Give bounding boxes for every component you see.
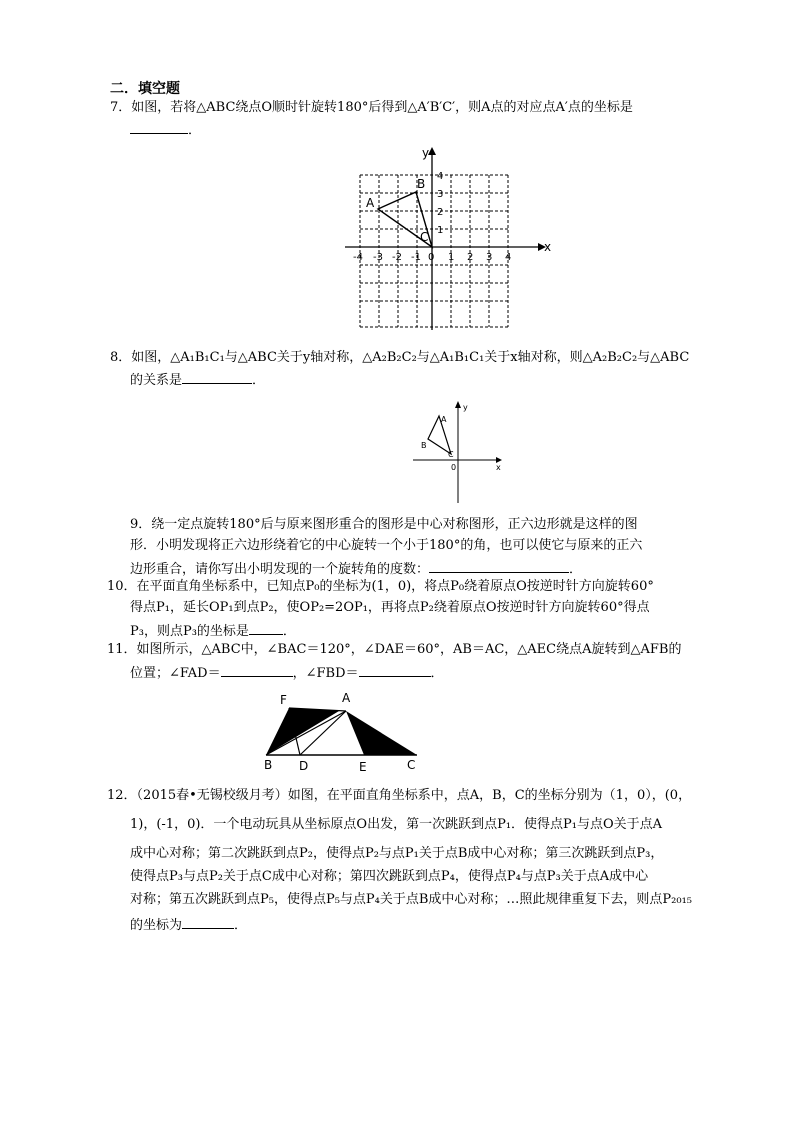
q8-figure	[408, 398, 508, 512]
q12-answer-blank[interactable]	[182, 914, 234, 929]
q7-point-c-label: C	[420, 230, 429, 244]
q8-triangle-abc	[428, 416, 451, 454]
q11-point-f-label: F	[280, 693, 287, 707]
q11-line-2: 位置；∠FAD＝ ，∠FBD＝ ．	[130, 662, 444, 683]
q11-point-e-label: E	[359, 760, 367, 774]
q12-line-1: 12．（2015春•无锡校级月考）如图，在平面直角坐标系中，点A，B，C的坐标分别为（1，0），(0，	[107, 788, 692, 803]
q8-point-a-label: A	[441, 415, 447, 424]
q11-triangle-aec	[346, 711, 417, 755]
q7-y-arrow-icon	[428, 147, 436, 155]
q7-y-tick: 1	[437, 225, 444, 236]
q7-grid	[360, 175, 508, 327]
q9-line-1: 9．绕一定点旋转180°后与原来图形重合的图形是中心对称图形，正六边形就是这样的图	[130, 517, 638, 532]
q7-x-label: x	[544, 240, 552, 254]
q7-line-1: 7．如图，若将△ABC绕点O顺时针旋转180°后得到△A′B′C′，则A点的对应点A′点的坐标是	[110, 100, 633, 115]
q11-figure	[258, 688, 428, 784]
q7-answer-blank[interactable]	[130, 119, 188, 134]
q7-x-tick: -1	[411, 252, 421, 263]
q8-y-label: y	[463, 403, 468, 412]
section-title: 二．填空题	[110, 81, 180, 97]
q11-point-b-label: B	[264, 758, 273, 772]
q12-line-4: 使得点P₃与点P₂关于点C成中心对称；第四次跳跃到点P₄，使得点P₄与点P₃关于点A成中心	[130, 869, 649, 884]
q12-line-5: 对称；第五次跳跃到点P₅，使得点P₅与点P₄关于点B成中心对称；…照此规律重复下去，则点P₂₀₁₅	[130, 892, 693, 907]
q7-x-tick: 4	[505, 252, 512, 263]
q12-line-2: 1)，(-1，0)．一个电动玩具从坐标原点O出发，第一次跳跃到点P₁．使得点P₁与点O关于点A	[130, 817, 663, 832]
q7-x-tick: 1	[448, 252, 455, 263]
q7-point-b-label: B	[417, 177, 426, 191]
q10-answer-blank[interactable]	[249, 620, 283, 635]
q8-x-label: x	[496, 463, 501, 472]
q10-line-1: 10．在平面直角坐标系中，已知点P₀的坐标为(1，0)，将点P₀绕着原点O按逆时针方向旋转60°	[107, 579, 654, 594]
q11-point-c-label: C	[407, 758, 416, 772]
q8-origin-label: 0	[451, 463, 457, 472]
q7-x-tick: -2	[392, 252, 402, 263]
q11-line-1: 11．如图所示，△ABC中，∠BAC＝120°，∠DAE＝60°，AB＝AC，△AEC绕点A旋转到△AFB的	[107, 642, 682, 657]
q9-line-3: 边形重合，请你写出小明发现的一个旋转角的度数： ．	[130, 558, 582, 579]
q12-line-3: 成中心对称；第二次跳跃到点P₂，使得点P₂与点P₁关于点B成中心对称；第三次跳跃到点P₃，	[130, 846, 664, 861]
q7-y-label: y	[422, 146, 430, 160]
q9-line-2: 形．小明发现将正六边形绕着它的中心旋转一个小于180°的角，也可以使它与原来的正六	[130, 538, 643, 553]
q8-line-1: 8．如图，△A₁B₁C₁与△ABC关于y轴对称，△A₂B₂C₂与△A₁B₁C₁关于x轴对称，则△A₂B₂C₂与△ABC	[110, 350, 690, 365]
q8-answer-blank[interactable]	[182, 369, 252, 384]
q7-y-tick: 4	[437, 171, 444, 182]
q7-x-tick: -3	[373, 252, 383, 263]
q7-y-tick: 3	[437, 189, 444, 200]
q11-point-a-label: A	[342, 691, 351, 705]
q8-point-b-label: B	[421, 441, 427, 450]
q11-point-d-label: D	[299, 759, 309, 773]
q7-y-tick: 2	[437, 207, 444, 218]
q7-x-tick: 0	[428, 252, 435, 263]
q8-line-2: 的关系是 ．	[130, 369, 265, 390]
q11-fbd-blank[interactable]	[359, 662, 431, 677]
q7-line-2: ．	[130, 119, 201, 140]
q7-figure	[340, 145, 555, 339]
q10-line-2: 得点P₁，延长OP₁到点P₂，使OP₂=2OP₁，再将点P₂绕着原点O按逆时针方向旋转60°得点	[130, 600, 650, 615]
q11-fad-blank[interactable]	[221, 662, 293, 677]
q11-triangle-afb	[266, 708, 339, 755]
q9-answer-blank[interactable]	[429, 558, 569, 573]
q8-y-arrow-icon	[455, 401, 461, 408]
q7-x-tick: -4	[353, 252, 363, 263]
q12-line-6: 的坐标为 ．	[130, 914, 247, 935]
q10-line-3: P₃，则点P₃的坐标是 ．	[130, 620, 296, 641]
q7-x-tick: 3	[486, 252, 493, 263]
q8-point-c-label: C	[448, 450, 454, 459]
q7-x-tick: 2	[467, 252, 474, 263]
q7-point-a-label: A	[366, 196, 375, 210]
